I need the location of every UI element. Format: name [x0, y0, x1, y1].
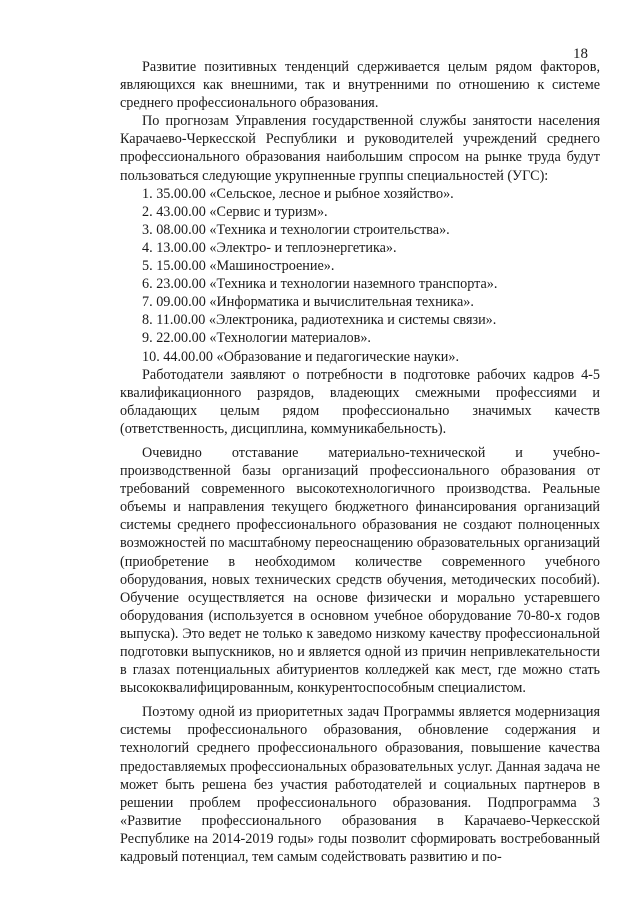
list-item: 9. 22.00.00 «Технологии материалов». — [142, 330, 371, 347]
list-item: 1. 35.00.00 «Сельское, лесное и рыбное хозяйство». — [142, 185, 454, 202]
list-item: 5. 15.00.00 «Машиностроение». — [142, 258, 335, 275]
list-item: 4. 13.00.00 «Электро- и теплоэнергетика». — [142, 239, 397, 256]
paragraph-employers: Работодатели заявляют о потребности в подготовке рабочих кадров 4-5 квалификационного разрядов, владеющих смежными профессиями и обладающих целым рядом профессионально значимых качеств (ответственность, дисциплина, коммуникабельность). — [120, 366, 600, 437]
list-item: 2. 43.00.00 «Сервис и туризм». — [142, 203, 328, 220]
list-item: 10. 44.00.00 «Образование и педагогические науки». — [142, 348, 460, 365]
paragraph-factors: Развитие позитивных тенденций сдерживается целым рядом факторов, являющихся как внешними, так и внутренними по отношению к системе среднего профессионального образования. — [120, 59, 600, 112]
list-item: 8. 11.00.00 «Электроника, радиотехника и системы связи». — [142, 312, 497, 329]
ugs-list — [120, 185, 600, 366]
paragraph-forecast: По прогнозам Управления государственной службы занятости населения Карачаево-Черкесской Республики и руководителей учреждений среднего профессионального образования наибольшим спросом на рынке труда будут пользоваться следующие укрупненные группы специальностей (УГС): — [120, 113, 600, 184]
page-number: 18 — [573, 46, 588, 62]
list-item: 3. 08.00.00 «Техника и технологии строительства». — [142, 221, 450, 238]
paragraph-material-base: Очевидно отставание материально-технической и учебно-производственной базы организаций профессионального образования от требований современного высокотехнологичного производства. Реальные объемы и направления текущего бюджетного финансирования организаций системы среднего профессионального образования не создают полноценных возможностей по масштабному переоснащению образовательных организаций (приобретение в необходимом количестве современного учебного оборудования, новых технических средств обучения, методических пособий). Обучение осуществляется на основе физически и морально устаревшего оборудования (используется в основном учебное оборудование 70-80-х годов выпуска). Это ведет не только к заведомо низкому качеству профессиональной подготовки выпускников, но и является одной из причин непривлекательности в глазах потенциальных абитуриентов колледжей как мест, где можно стать высококвалифицированным, конкурентоспособным специалистом. — [120, 444, 600, 697]
list-item: 6. 23.00.00 «Техника и технологии наземного транспорта». — [142, 276, 498, 293]
paragraph-priority-tasks: Поэтому одной из приоритетных задач Программы является модернизация системы профессионального образования, обновление содержания и технологий среднего профессионального образования, повышение качества предоставляемых профессиональных образовательных услуг. Данная задача не может быть решена без участия работодателей и социальных партнеров в решении проблем профессионального образования. Подпрограмма 3 «Развитие профессионального образования в Карачаево-Черкесской Республике на 2014-2019 годы» годы позволит сформировать востребованный кадровый потенциал, тем самым содействовать развитию и по- — [120, 704, 600, 866]
list-item: 7. 09.00.00 «Информатика и вычислительная техника». — [142, 294, 474, 311]
